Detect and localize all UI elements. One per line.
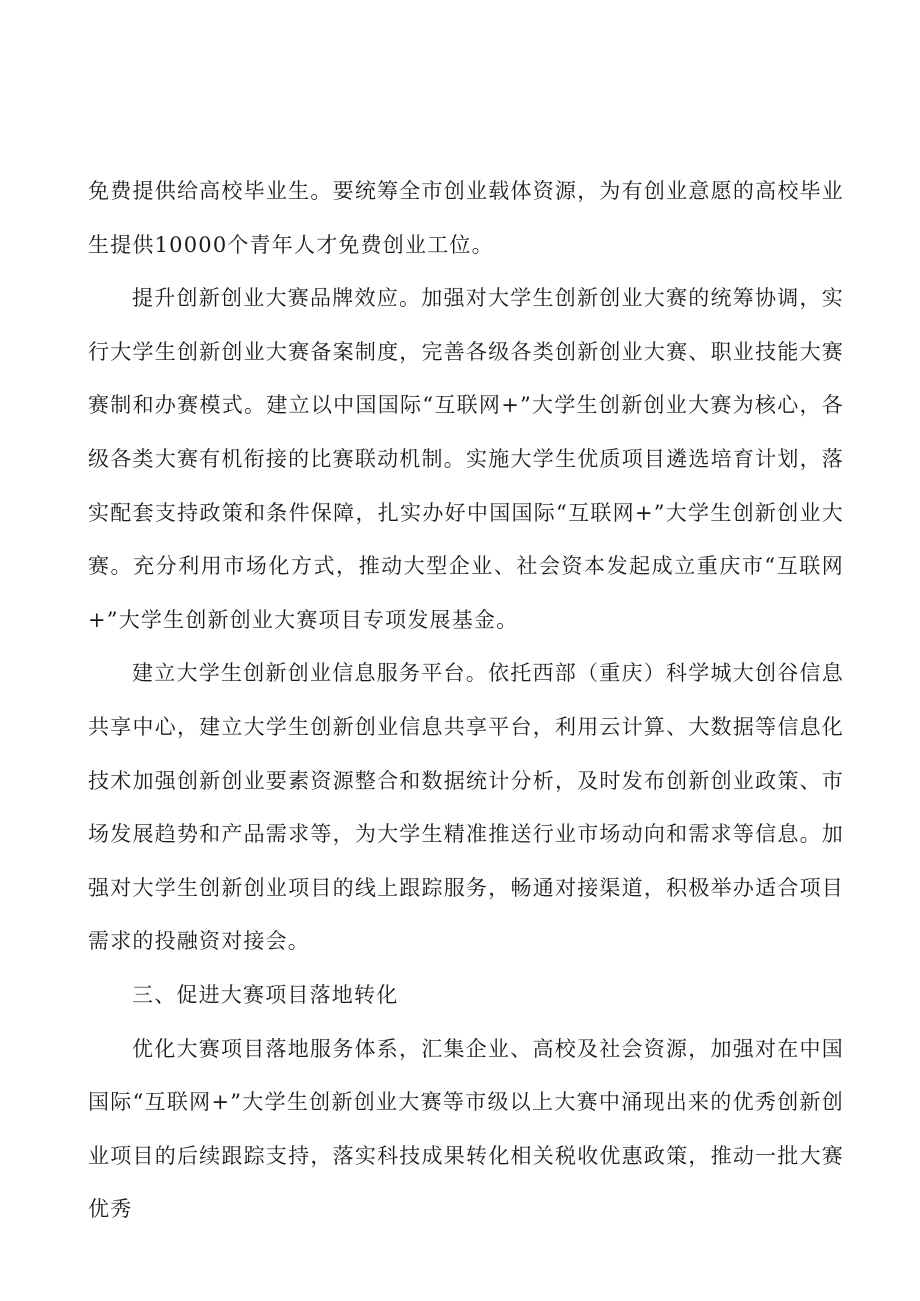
paragraph-project-landing: 优化大赛项目落地服务体系，汇集企业、高校及社会资源，加强对在中国国际“互联网+”大学生创新创业大赛等市级以上大赛中涌现出来的优秀创新创业项目的后续跟踪支持，落实科技成果转化相关税收优惠政策，推动一批大赛优秀	[88, 1036, 844, 1222]
paragraph-continuation: 免费提供给高校毕业生。要统筹全市创业载体资源，为有创业意愿的高校毕业生提供10000个青年人才免费创业工位。	[88, 179, 844, 257]
section-heading: 三、促进大赛项目落地转化	[132, 982, 399, 1007]
document-body	[88, 165, 844, 1237]
paragraph-contest-brand: 提升创新创业大赛品牌效应。加强对大学生创新创业大赛的统筹协调，实行大学生创新创业大赛备案制度，完善各级各类创新创业大赛、职业技能大赛赛制和办赛模式。建立以中国国际“互联网+”大学生创新创业大赛为核心，各级各类大赛有机衔接的比赛联动机制。实施大学生优质项目遴选培育计划，落实配套支持政策和条件保障，扎实办好中国国际“互联网+”大学生创新创业大赛。充分利用市场化方式，推动大型企业、社会资本发起成立重庆市“互联网+”大学生创新创业大赛项目专项发展基金。	[88, 286, 844, 632]
paragraph-info-platform: 建立大学生创新创业信息服务平台。依托西部（重庆）科学城大创谷信息共享中心，建立大学生创新创业信息共享平台，利用云计算、大数据等信息化技术加强创新创业要素资源整合和数据统计分析，及时发布创新创业政策、市场发展趋势和产品需求等，为大学生精准推送行业市场动向和需求等信息。加强对大学生创新创业项目的线上跟踪服务，畅通对接渠道，积极举办适合项目需求的投融资对接会。	[88, 661, 844, 954]
